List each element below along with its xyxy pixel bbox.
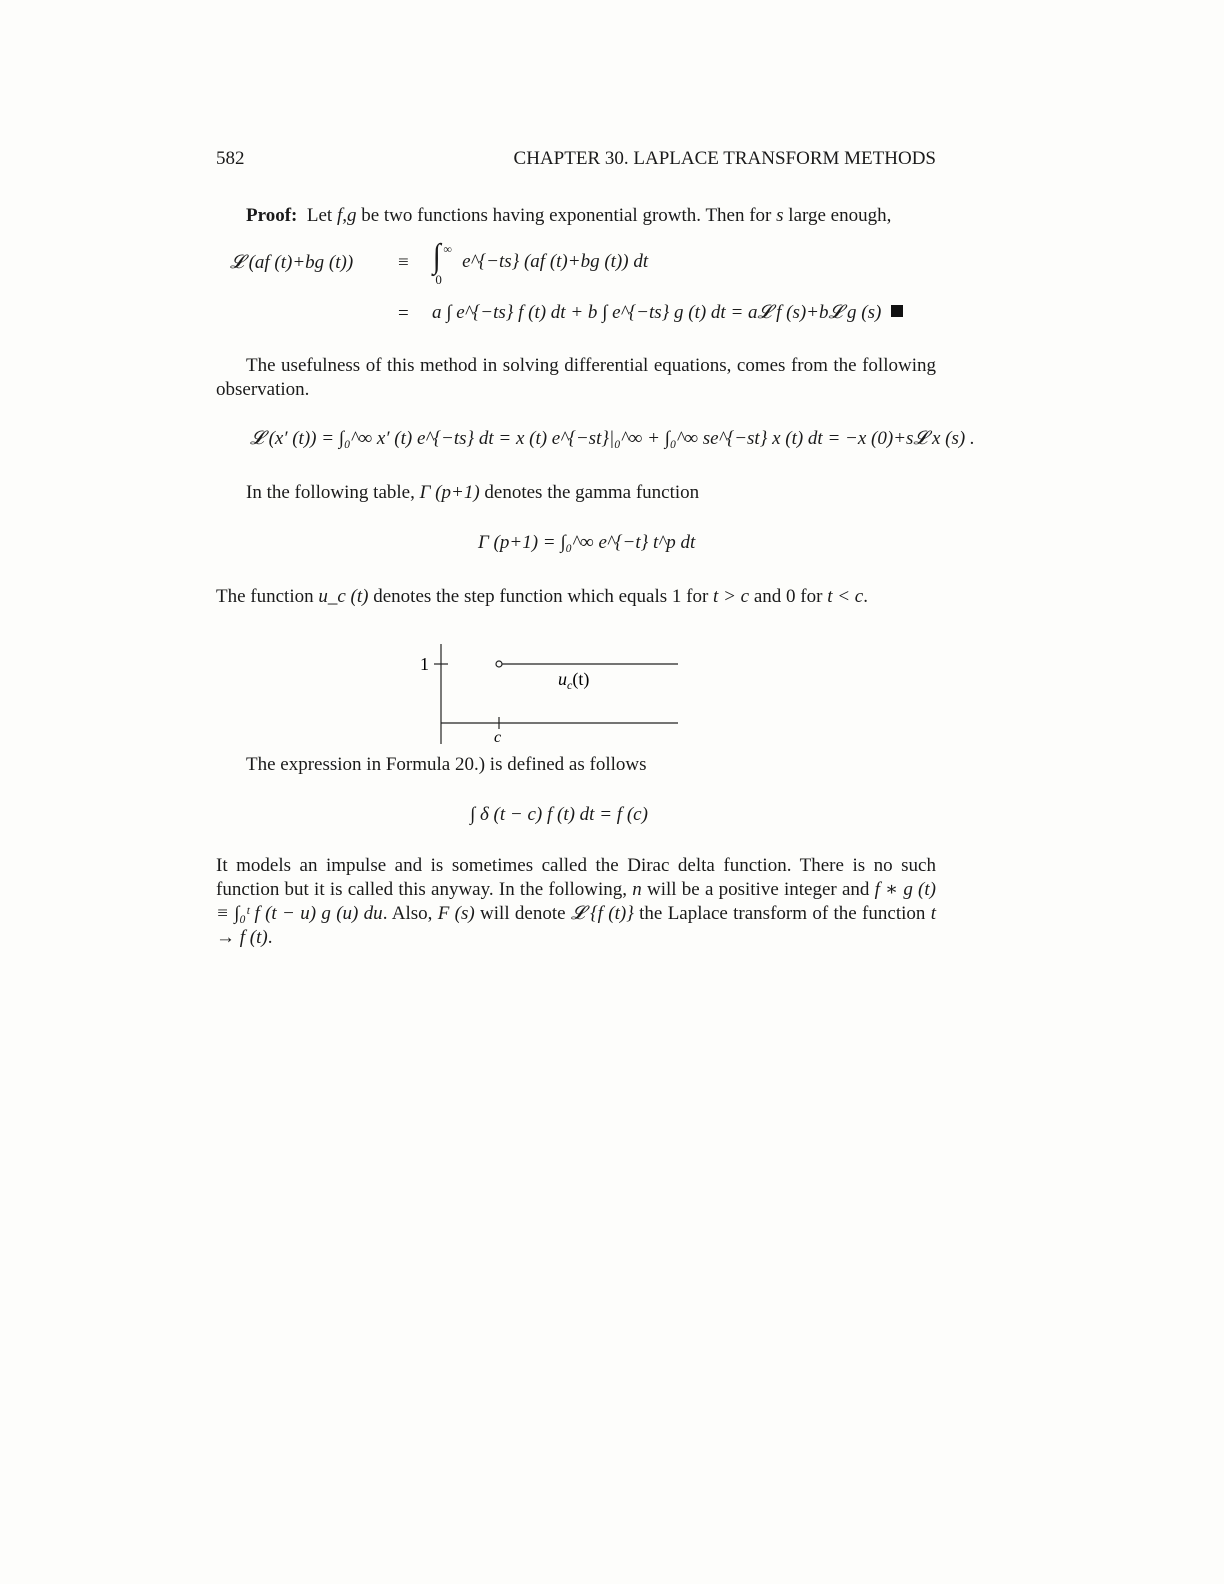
curve-label: $u_c(t)$ — [558, 669, 590, 692]
paragraph-usefulness: The usefulness of this method in solving differential equations, comes from the following observation. — [216, 355, 936, 400]
equation-linearity-equiv: ≡ — [398, 252, 409, 273]
open-circle — [496, 661, 502, 667]
equation-dirac-delta: ∫ δ (t − c) f (t) dt = f (c) — [470, 804, 648, 825]
qed-square — [891, 305, 903, 317]
paragraph-gamma: In the following table, Γ (p+1) denotes the gamma function — [246, 482, 700, 503]
proof-paragraph: Proof: Let f,g be two functions having exponential growth. Then for s large enough, — [246, 205, 892, 226]
paragraph-formula20: The expression in Formula 20.) is defined as follows — [246, 754, 647, 775]
equation-linearity-eq: = — [398, 303, 409, 324]
equation-gamma-function: Γ (p+1) = ∫₀^∞ e^{−t} t^p dt — [478, 532, 696, 553]
equation-linearity-rhs2: a ∫ e^{−ts} f (t) dt + b ∫ e^{−ts} g (t) dt = a𝓛 f (s)+b𝓛 g (s) — [432, 302, 903, 324]
equation-linearity-rhs1: ∫ ∞ 0 e^{−ts} (af (t)+bg (t)) dt — [432, 238, 649, 287]
y-tick-label: 1 — [420, 654, 429, 674]
paragraph-dirac: It models an impulse and is sometimes called the Dirac delta function. There is no such function but it is called this anyway. In the following, n will be a positive integer and f ∗ g (t) ≡ ∫₀ᵗ f (t − u) g (u) du. Also, F (s) will denote 𝓛 {f (t)} the Laplace transform of the function t → f (t). — [216, 855, 936, 948]
page-number: 582 — [216, 148, 245, 169]
equation-derivative-transform: 𝓛 (x′ (t)) = ∫₀^∞ x′ (t) e^{−ts} dt = x (t) e^{−st}|₀^∞ + ∫₀^∞ se^{−st} x (t) dt = −x (0)+s𝓛 x (s) . — [250, 428, 975, 449]
step-function-figure — [410, 640, 690, 750]
x-tick-label: c — [494, 729, 502, 746]
equation-linearity-lhs: 𝓛 (af (t)+bg (t)) — [230, 252, 354, 273]
proof-label: Proof: — [246, 205, 298, 226]
chapter-title: CHAPTER 30. LAPLACE TRANSFORM METHODS — [513, 148, 936, 169]
paragraph-step-function: The function u_c (t) denotes the step function which equals 1 for t > c and 0 for t < c. — [216, 586, 868, 607]
page-header — [216, 148, 936, 174]
